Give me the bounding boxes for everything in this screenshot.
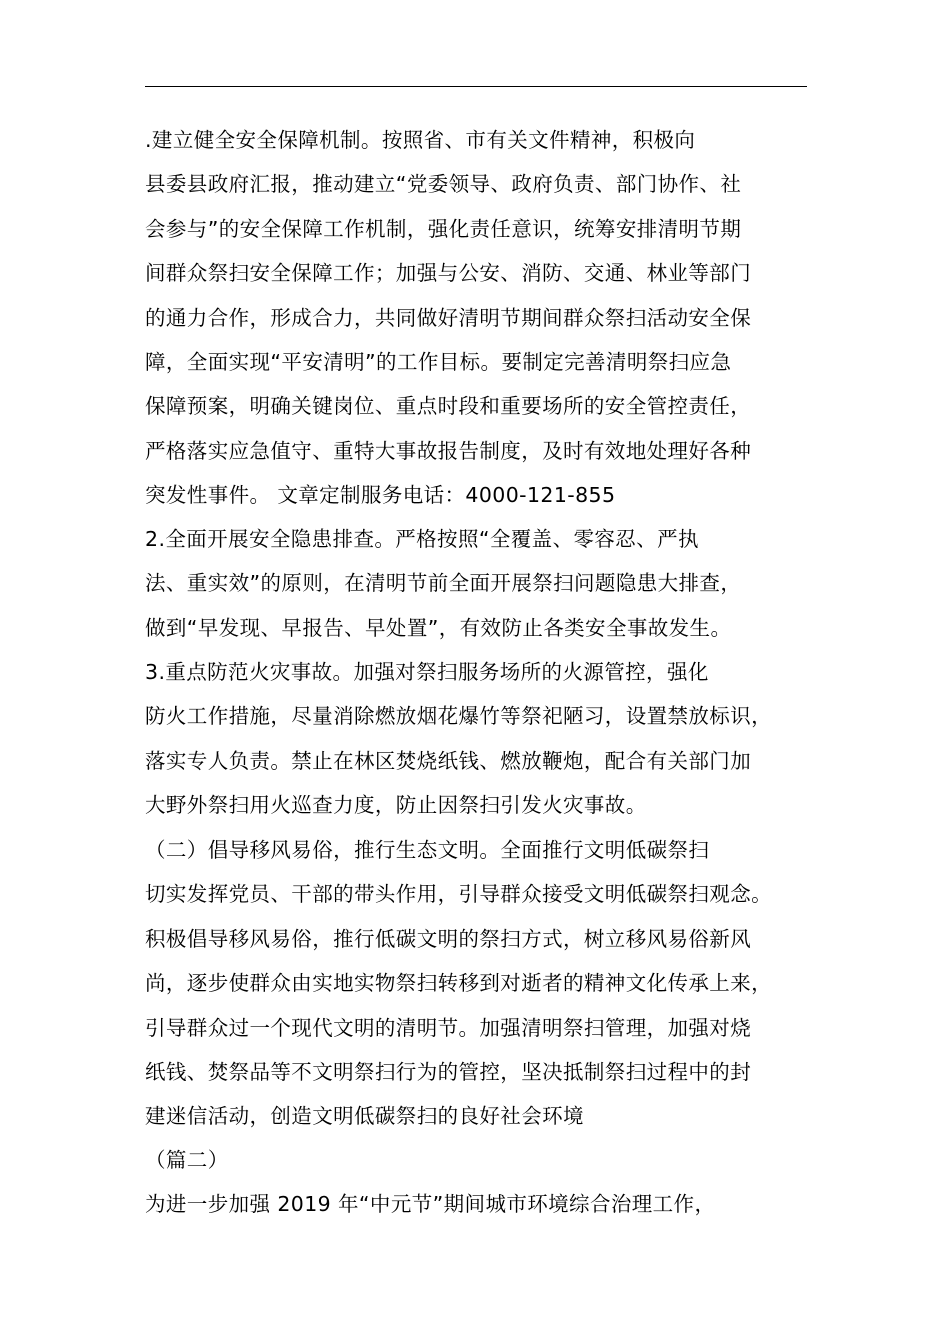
paragraph <box>145 118 809 518</box>
paragraph <box>145 828 809 1139</box>
text-line: （二）倡导移风易俗，推行生态文明。全面推行文明低碳祭扫 <box>145 838 710 862</box>
text-line: 建迷信活动，创造文明低碳祭扫的良好社会环境 <box>145 1104 584 1129</box>
text-line: 落实专人负责。禁止在林区焚烧纸钱、燃放鞭炮，配合有关部门加 <box>145 748 752 773</box>
paragraph <box>145 650 809 828</box>
text-line: 大野外祭扫用火巡查力度，防止因祭扫引发火灾事故。 <box>145 793 647 818</box>
text-line: 保障预案，明确关键岗位、重点时段和重要场所的安全管控责任， <box>145 394 752 419</box>
text-line: 障，全面实现“平安清明”的工作目标。要制定完善清明祭扫应急 <box>145 350 732 375</box>
text-line: 为进一步加强 2019 年“中元节”期间城市环境综合治理工作， <box>145 1192 716 1216</box>
text-line: .建立健全安全保障机制。按照省、市有关文件精神，积极向 <box>145 128 696 152</box>
paragraph <box>145 1138 809 1182</box>
paragraph <box>145 1182 809 1226</box>
text-line: 做到“早发现、早报告、早处置”，有效防止各类安全事故发生。 <box>145 615 732 640</box>
text-line: 切实发挥党员、干部的带头作用，引导群众接受文明低碳祭扫观念。 <box>145 882 772 907</box>
text-line: 尚，逐步使群众由实地实物祭扫转移到对逝者的精神文化传承上来， <box>145 971 772 996</box>
text-line: （篇二） <box>145 1148 229 1172</box>
text-line: 的通力合作，形成合力，共同做好清明节期间群众祭扫活动安全保 <box>145 305 752 330</box>
header-rule <box>145 86 807 87</box>
text-line: 间群众祭扫安全保障工作；加强与公安、消防、交通、林业等部门 <box>145 261 752 286</box>
paragraph <box>145 517 809 650</box>
text-line: 3.重点防范火灾事故。加强对祭扫服务场所的火源管控，强化 <box>145 660 709 684</box>
text-line: 引导群众过一个现代文明的清明节。加强清明祭扫管理，加强对烧 <box>145 1015 752 1040</box>
text-line: 会参与”的安全保障工作机制，强化责任意识，统筹安排清明节期 <box>145 216 742 241</box>
text-line: 纸钱、焚祭品等不文明祭扫行为的管控，坚决抵制祭扫过程中的封 <box>145 1060 752 1085</box>
text-line: 法、重实效”的原则，在清明节前全面开展祭扫问题隐患大排查， <box>145 571 742 596</box>
text-line: 2.全面开展安全隐患排查。严格按照“全覆盖、零容忍、严执 <box>145 527 699 551</box>
text-line: 严格落实应急值守、重特大事故报告制度，及时有效地处理好各种 <box>145 438 752 463</box>
text-line: 突发性事件。 文章定制服务电话：4000-121-855 <box>145 483 616 508</box>
text-line: 防火工作措施，尽量消除燃放烟花爆竹等祭祀陋习，设置禁放标识， <box>145 704 772 729</box>
text-line: 县委县政府汇报，推动建立“党委领导、政府负责、部门协作、社 <box>145 172 742 197</box>
text-line: 积极倡导移风易俗，推行低碳文明的祭扫方式，树立移风易俗新风 <box>145 926 752 951</box>
